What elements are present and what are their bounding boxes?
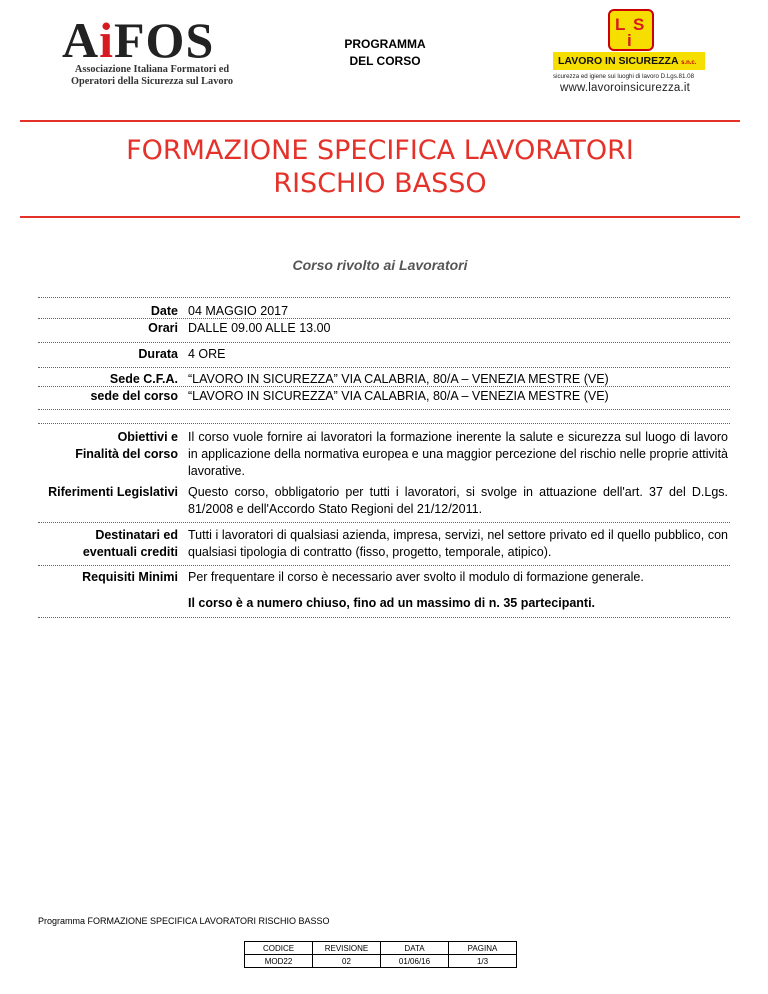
table-row bbox=[245, 955, 517, 968]
closed-course-note: Il corso è a numero chiuso, fino ad un massimo di n. 35 partecipanti. bbox=[188, 596, 596, 610]
separator bbox=[38, 386, 730, 387]
svg-text:i: i bbox=[627, 31, 632, 50]
table-cell: MOD22 bbox=[245, 955, 313, 968]
lsi-tagline: sicurezza ed igiene sui luoghi di lavoro D.Lgs.81.08 bbox=[553, 73, 695, 80]
separator bbox=[38, 565, 730, 566]
hours-label: Orari bbox=[148, 321, 178, 335]
aifos-logo bbox=[62, 12, 242, 92]
requisiti-value: Per frequentare il corso è necessario aver svolto il modulo di formazione generale. bbox=[188, 570, 644, 584]
footer-program-title: Programma FORMAZIONE SPECIFICA LAVORATORI RISCHIO BASSO bbox=[38, 916, 330, 926]
separator bbox=[38, 342, 730, 343]
page-title: FORMAZIONE SPECIFICA LAVORATORI RISCHIO BASSO bbox=[126, 135, 634, 199]
separator bbox=[38, 367, 730, 368]
destinatari-label: Destinatari ed eventuali crediti bbox=[82, 528, 178, 559]
riferimenti-value: Questo corso, obbligatorio per tutti i lavoratori, si svolge in attuazione dell'art. 37 del D.Lgs. 81/2008 e dell'Accordo Stato Regioni del 21/12/2011. bbox=[188, 485, 728, 516]
table-cell: 01/06/16 bbox=[381, 955, 449, 968]
sede-cfa-value: “LAVORO IN SICUREZZA” VIA CALABRIA, 80/A – VENEZIA MESTRE (VE) bbox=[188, 372, 609, 386]
table-cell: 1/3 bbox=[449, 955, 517, 968]
table-header-cell: PAGINA bbox=[449, 942, 517, 955]
table-header-cell: REVISIONE bbox=[313, 942, 381, 955]
hours-value: DALLE 09.00 ALLE 13.00 bbox=[188, 321, 331, 335]
svg-text:L: L bbox=[615, 15, 626, 34]
sede-corso-value: “LAVORO IN SICUREZZA” VIA CALABRIA, 80/A – VENEZIA MESTRE (VE) bbox=[188, 389, 609, 403]
program-label: PROGRAMMA DEL CORSO bbox=[344, 37, 426, 68]
separator bbox=[38, 522, 730, 523]
lsi-badge-icon bbox=[603, 8, 659, 52]
sede-cfa-label: Sede C.F.A. bbox=[109, 372, 178, 386]
separator bbox=[38, 297, 730, 298]
destinatari-value: Tutti i lavoratori di qualsiasi azienda, impresa, servizi, nel settore privato ed il quello pubblico, con qualsiasi tipologia di contratto (fisso, progetto, temporale, atipico). bbox=[188, 528, 728, 559]
obiettivi-value: Il corso vuole fornire ai lavoratori la formazione inerente la salute e sicurezza sul luogo di lavoro in applicazione della normativa europea e una maggior percezione del rischio nelle proprie attività lavorative. bbox=[188, 430, 728, 478]
duration-value: 4 ORE bbox=[188, 347, 226, 361]
table-header-row bbox=[245, 942, 517, 955]
svg-text:S: S bbox=[633, 15, 645, 34]
table-cell: 02 bbox=[313, 955, 381, 968]
lsi-logo bbox=[553, 8, 713, 98]
document-control-table bbox=[244, 941, 517, 968]
aifos-wordmark: AiFOS bbox=[62, 12, 215, 68]
sede-corso-label: sede del corso bbox=[90, 389, 178, 403]
top-red-rule bbox=[20, 120, 740, 122]
bottom-red-rule bbox=[20, 216, 740, 218]
separator bbox=[38, 409, 730, 410]
aifos-subtitle: Associazione Italiana Formatori ed Operatori della Sicurezza sul Lavoro bbox=[70, 64, 234, 87]
date-label: Date bbox=[150, 304, 178, 318]
duration-label: Durata bbox=[138, 347, 178, 361]
separator bbox=[38, 617, 730, 618]
riferimenti-label: Riferimenti Legislativi bbox=[48, 485, 178, 499]
lsi-name-bar: LAVORO IN SICUREZZA s.n.c. bbox=[553, 52, 705, 70]
lsi-website: www.lavoroinsicurezza.it bbox=[560, 82, 691, 94]
course-audience: Corso rivolto ai Lavoratori bbox=[292, 257, 468, 273]
requisiti-label: Requisiti Minimi bbox=[82, 570, 178, 584]
date-value: 04 MAGGIO 2017 bbox=[188, 304, 289, 318]
table-header-cell: DATA bbox=[381, 942, 449, 955]
table-header-cell: CODICE bbox=[245, 942, 313, 955]
obiettivi-label: Obiettivi e Finalità del corso bbox=[75, 430, 178, 461]
separator bbox=[38, 423, 730, 424]
separator bbox=[38, 318, 730, 319]
